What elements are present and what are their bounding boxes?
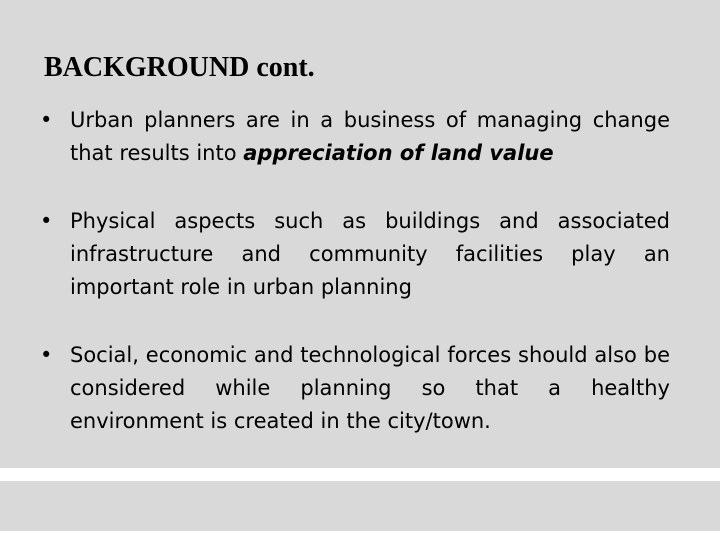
bullet-item: [36, 205, 670, 304]
bullet-dot-icon: •: [40, 343, 53, 367]
footer-band: [0, 481, 720, 531]
slide-title: BACKGROUND cont.: [44, 52, 315, 83]
bullet-item: [36, 339, 670, 438]
bullet-emphasis: appreciation of land value: [243, 141, 554, 165]
bullet-list: [36, 104, 670, 473]
bullet-item: [36, 104, 670, 170]
bullet-text: Social, economic and technological forces should also be considered while planning so that a healthy environment is created in the city/town.: [70, 343, 670, 433]
bullet-text: Physical aspects such as buildings and associated infrastructure and community facilities play an important role in urban planning: [70, 209, 670, 299]
bullet-dot-icon: •: [40, 209, 53, 233]
bullet-dot-icon: •: [40, 108, 53, 132]
bullet-text: Urban planners are in a business of managing change that results into: [70, 108, 670, 165]
